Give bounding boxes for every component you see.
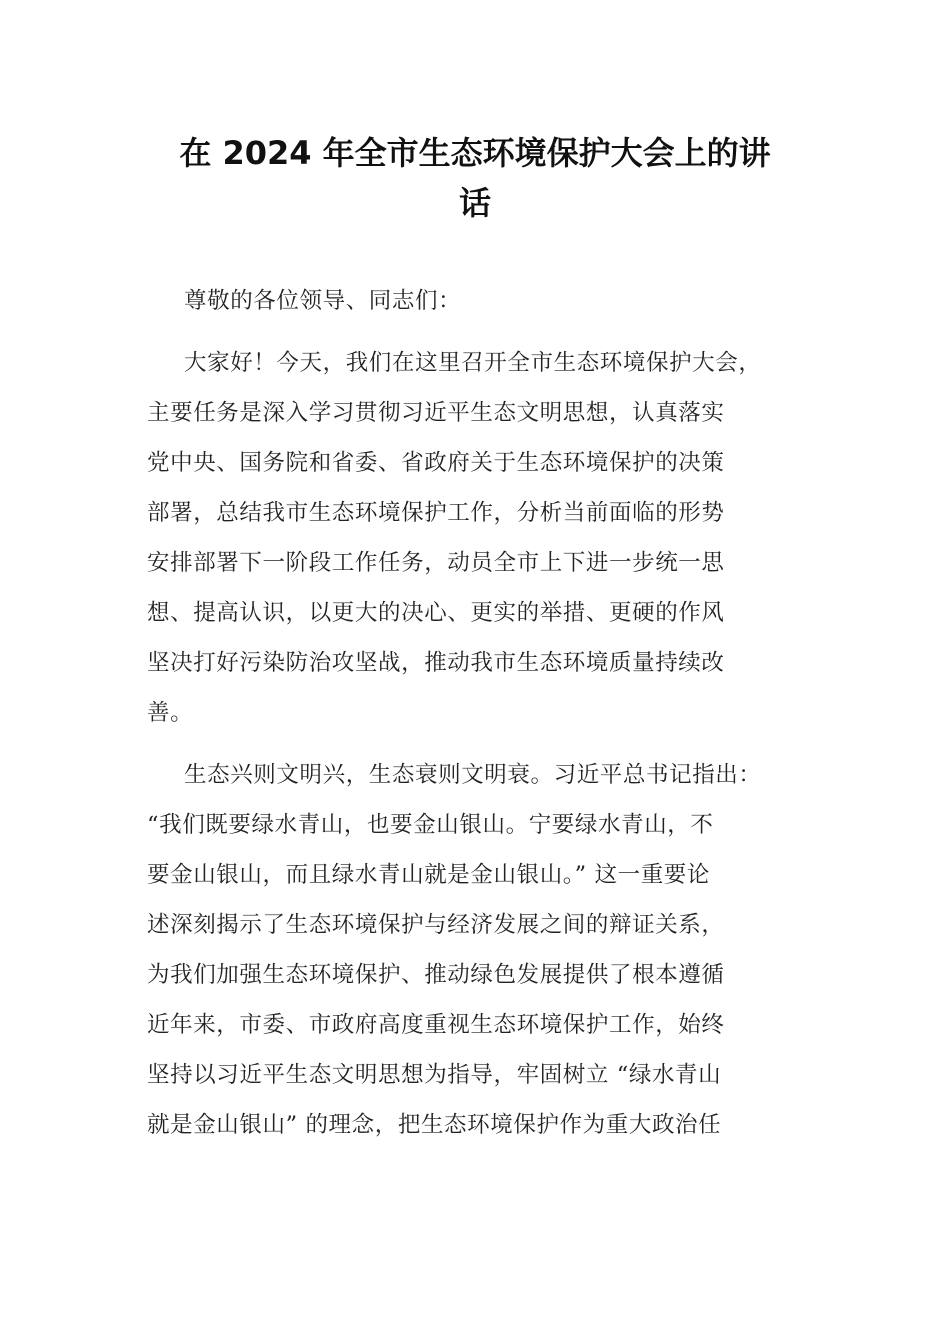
paragraph-2-line: 述深刻揭示了生态环境保护与经济发展之间的辩证关系， (147, 912, 725, 938)
paragraph-2-line: 生态兴则文明兴，生态衰则文明衰。习近平总书记指出： (184, 762, 762, 788)
paragraph-1-line: 安排部署下一阶段工作任务，动员全市上下进一步统一思 (147, 550, 725, 576)
paragraph-1-line: 党中央、国务院和省委、省政府关于生态环境保护的决策 (147, 450, 725, 476)
document-title (130, 128, 820, 228)
paragraph-2-line: 近年来，市委、市政府高度重视生态环境保护工作，始终 (147, 1012, 725, 1038)
title-line: 在 2024 年全市生态环境保护大会上的讲 (179, 134, 771, 172)
paragraph-1-line: 大家好！今天，我们在这里召开全市生态环境保护大会， (184, 350, 762, 376)
salutation: 尊敬的各位领导、同志们： (184, 288, 462, 314)
title-line: 话 (458, 184, 491, 222)
paragraph-2-line: 要金山银山，而且绿水青山就是金山银山。” 这一重要论 (147, 862, 711, 888)
paragraph-1-line: 想、提高认识，以更大的决心、更实的举措、更硬的作风 (147, 600, 725, 626)
paragraph-2-line: 为我们加强生态环境保护、推动绿色发展提供了根本遵循 (147, 962, 725, 988)
paragraph-2-line: 坚持以习近平生态文明思想为指导，牢固树立 “绿水青山 (147, 1062, 722, 1088)
paragraph-2-line: 就是金山银山” 的理念，把生态环境保护作为重大政治任 (147, 1112, 722, 1138)
paragraph-1-line: 坚决打好污染防治攻坚战，推动我市生态环境质量持续改 (147, 650, 725, 676)
paragraph-1-line: 部署，总结我市生态环境保护工作，分析当前面临的形势 (147, 500, 725, 526)
paragraph-1-line: 善。 (147, 700, 194, 726)
paragraph-1-line: 主要任务是深入学习贯彻习近平生态文明思想，认真落实 (147, 400, 725, 426)
paragraph-2-line: “我们既要绿水青山，也要金山银山。宁要绿水青山，不 (147, 812, 714, 838)
